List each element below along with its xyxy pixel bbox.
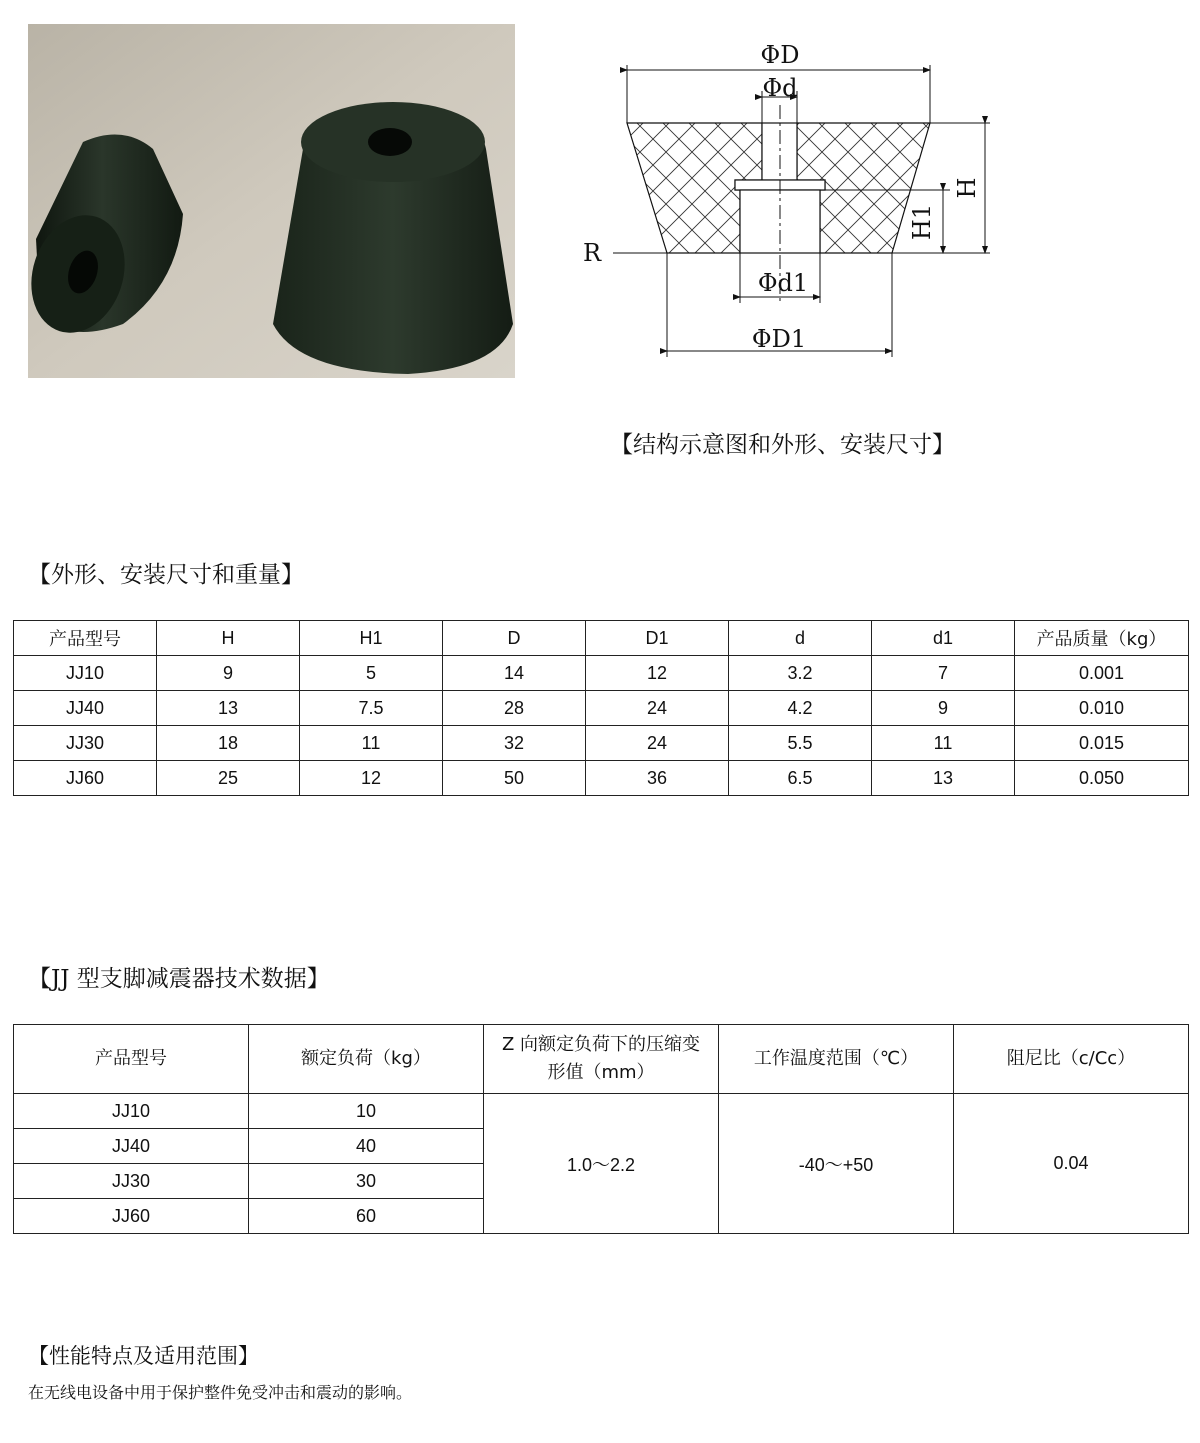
table-cell: JJ10 <box>14 1094 249 1129</box>
table-cell: 60 <box>249 1199 484 1234</box>
table-cell: 18 <box>157 726 300 761</box>
label-D: ΦD <box>760 41 800 69</box>
table-cell: 24 <box>586 691 729 726</box>
table-cell: JJ30 <box>14 726 157 761</box>
column-header-text: 额定负荷（kg） <box>301 1048 431 1070</box>
table-cell: 40 <box>249 1129 484 1164</box>
dimensions-table <box>13 620 1189 796</box>
column-header: 产品型号 <box>14 621 157 656</box>
label-H: H <box>953 177 981 199</box>
temperature-cell: -40～+50 <box>719 1094 954 1234</box>
table-cell: 5 <box>300 656 443 691</box>
technical-data-section-title: 【JJ 型支脚减震器技术数据】 <box>28 966 330 992</box>
table-cell: 0.050 <box>1015 761 1189 796</box>
table-cell: 25 <box>157 761 300 796</box>
table-cell: JJ10 <box>14 656 157 691</box>
table-cell: 24 <box>586 726 729 761</box>
column-header: d <box>729 621 872 656</box>
table-cell: 5.5 <box>729 726 872 761</box>
table-cell: 0.001 <box>1015 656 1189 691</box>
table-cell: 36 <box>586 761 729 796</box>
column-header: 产品质量（kg） <box>1015 621 1189 656</box>
table-cell: 12 <box>300 761 443 796</box>
column-header: d1 <box>872 621 1015 656</box>
table-cell: JJ60 <box>14 761 157 796</box>
table-cell: 14 <box>443 656 586 691</box>
table-cell: 9 <box>872 691 1015 726</box>
table-cell: 4.2 <box>729 691 872 726</box>
table-cell: 7 <box>872 656 1015 691</box>
table-cell: 32 <box>443 726 586 761</box>
table-cell: 0.010 <box>1015 691 1189 726</box>
large-foot-image <box>273 102 513 374</box>
structure-diagram <box>575 35 1010 375</box>
column-header: D1 <box>586 621 729 656</box>
table-cell: 28 <box>443 691 586 726</box>
column-header: D <box>443 621 586 656</box>
table-cell: JJ40 <box>14 691 157 726</box>
table-cell: JJ60 <box>14 1199 249 1234</box>
table-cell: 11 <box>300 726 443 761</box>
table-cell: 13 <box>872 761 1015 796</box>
table-cell: JJ30 <box>14 1164 249 1199</box>
table-cell: 9 <box>157 656 300 691</box>
label-D1: ΦD1 <box>751 325 807 353</box>
column-header <box>719 1025 954 1094</box>
table-cell: 12 <box>586 656 729 691</box>
damping-cell: 0.04 <box>954 1094 1189 1234</box>
table-header-row <box>14 1025 1189 1094</box>
table-row <box>14 761 1189 796</box>
product-photo <box>28 24 515 378</box>
label-H1: H1 <box>908 203 936 241</box>
features-description: 在无线电设备中用于保护整件免受冲击和震动的影响。 <box>28 1383 413 1402</box>
diagram-caption: 【结构示意图和外形、安装尺寸】 <box>610 432 955 458</box>
label-d: Φd <box>762 74 798 102</box>
column-header <box>14 1025 249 1094</box>
table-cell: 0.015 <box>1015 726 1189 761</box>
label-d1: Φd1 <box>757 269 809 297</box>
label-R: R <box>583 239 602 267</box>
table-cell: JJ40 <box>14 1129 249 1164</box>
table-cell: 13 <box>157 691 300 726</box>
table-cell: 50 <box>443 761 586 796</box>
dimensions-section-title: 【外形、安装尺寸和重量】 <box>28 562 304 588</box>
column-header <box>484 1025 719 1094</box>
table-cell: 11 <box>872 726 1015 761</box>
table-row <box>14 726 1189 761</box>
column-header-text: 阻尼比（c/Cc） <box>1006 1048 1136 1070</box>
technical-data-table <box>13 1024 1189 1234</box>
features-section-title: 【性能特点及适用范围】 <box>28 1344 259 1368</box>
column-header: H <box>157 621 300 656</box>
table-row <box>14 656 1189 691</box>
table-cell: 10 <box>249 1094 484 1129</box>
table-row <box>14 1094 1189 1129</box>
column-header-text: 产品型号 <box>95 1048 167 1070</box>
column-header-text: Z 向额定负荷下的压缩变形值（mm） <box>501 1034 701 1083</box>
column-header-text: 工作温度范围（℃） <box>753 1048 919 1070</box>
table-cell: 6.5 <box>729 761 872 796</box>
table-row <box>14 691 1189 726</box>
deformation-cell: 1.0～2.2 <box>484 1094 719 1234</box>
table-cell: 30 <box>249 1164 484 1199</box>
table-cell: 3.2 <box>729 656 872 691</box>
table-cell: 7.5 <box>300 691 443 726</box>
table-header-row <box>14 621 1189 656</box>
column-header: H1 <box>300 621 443 656</box>
column-header <box>954 1025 1189 1094</box>
column-header <box>249 1025 484 1094</box>
